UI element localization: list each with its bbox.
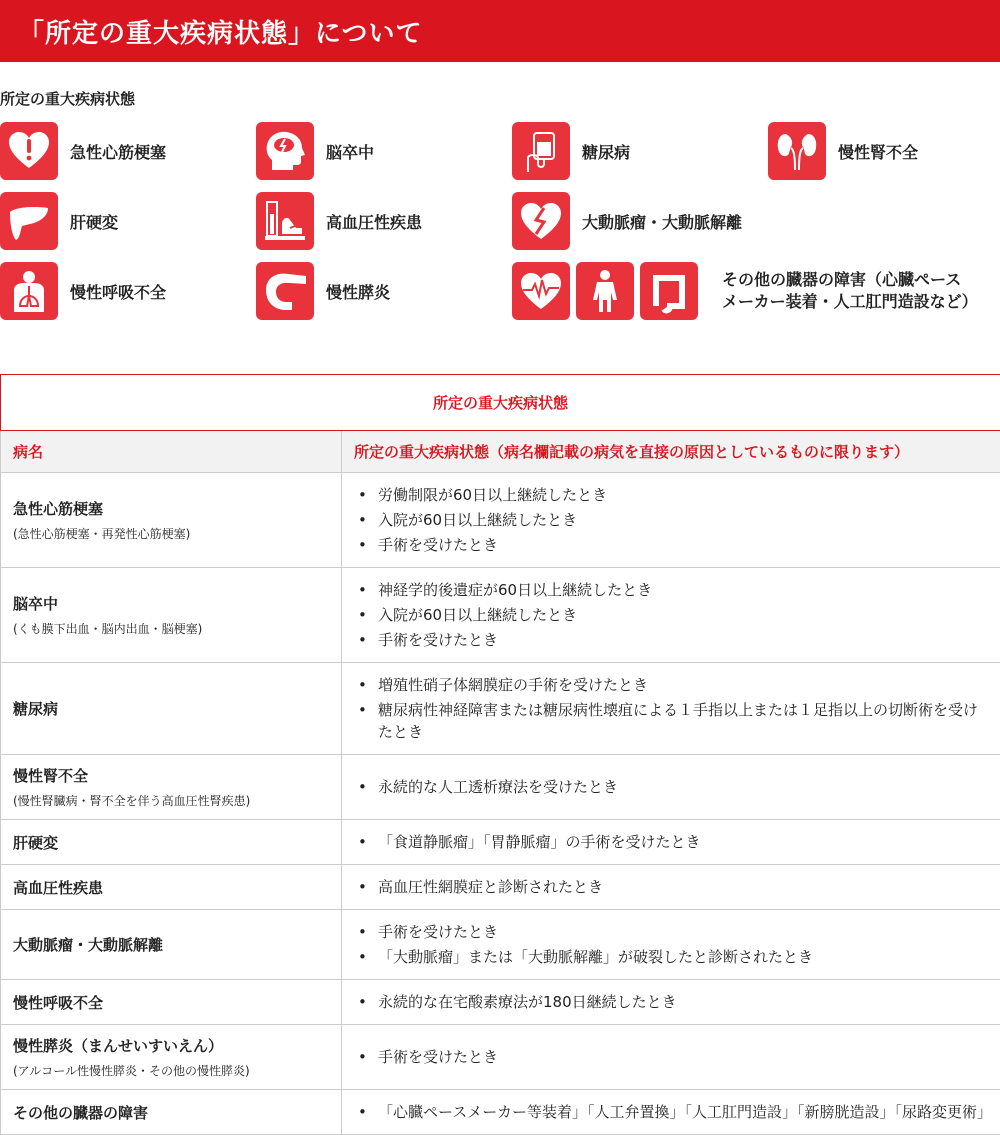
liver-icon	[0, 192, 58, 250]
disease-name: その他の臓器の障害	[13, 1104, 148, 1122]
condition-cell	[342, 473, 1000, 568]
grid-item-hypertensive	[256, 192, 422, 250]
condition-item: • 糖尿病性神経障害または糖尿病性壊疽による１手指以上または１足指以上の切断術を受けたとき	[354, 699, 988, 743]
disease-name-cell	[1, 473, 342, 568]
condition-list	[354, 831, 988, 853]
disease-subtypes: (慢性腎臓病・腎不全を伴う高血圧性腎疾患)	[13, 792, 329, 809]
condition-cell	[342, 820, 1000, 865]
grid-item-diabetes	[512, 122, 630, 180]
condition-list	[354, 776, 988, 798]
disease-name-cell	[1, 820, 342, 865]
condition-cell	[342, 865, 1000, 910]
table-row	[1, 1090, 1000, 1135]
condition-table	[0, 374, 1000, 1135]
table-row	[1, 663, 1000, 755]
disease-name-cell	[1, 1025, 342, 1090]
condition-cell	[342, 910, 1000, 980]
disease-name: 脳卒中	[13, 595, 58, 613]
disease-subtypes: (アルコール性慢性膵炎・その他の慢性膵炎)	[13, 1062, 329, 1079]
condition-list	[354, 484, 988, 556]
condition-item: • 労働制限が60日以上継続したとき	[354, 484, 988, 506]
disease-icon-grid	[0, 122, 1000, 354]
condition-item: • 入院が60日以上継続したとき	[354, 604, 988, 626]
grid-item-acute-mi	[0, 122, 166, 180]
grid-item-pancreatitis	[256, 262, 390, 320]
condition-item: • 永続的な在宅酸素療法が180日継続したとき	[354, 991, 988, 1013]
disease-name: 急性心筋梗塞	[13, 500, 103, 518]
disease-name: 慢性呼吸不全	[13, 994, 103, 1012]
page-title: 「所定の重大疾病状態」について	[18, 13, 422, 50]
disease-name: 高血圧性疾患	[13, 879, 103, 897]
disease-subtypes: (くも膜下出血・脳内出血・脳梗塞)	[13, 620, 329, 637]
table-row	[1, 865, 1000, 910]
heart-alert-icon	[0, 122, 58, 180]
brain-head-icon	[256, 122, 314, 180]
condition-item: • 手術を受けたとき	[354, 629, 988, 651]
condition-item: • 「心臓ペースメーカー等装着」「人工弁置換」「人工肛門造設」「新膀胱造設」「尿路変更術」	[354, 1101, 988, 1123]
grid-item-ckd	[768, 122, 918, 180]
table-header-row	[1, 431, 1000, 473]
blood-pressure-icon	[256, 192, 314, 250]
disease-name-cell	[1, 1090, 342, 1135]
condition-cell	[342, 568, 1000, 663]
condition-cell	[342, 663, 1000, 755]
disease-subtypes: (急性心筋梗塞・再発性心筋梗塞)	[13, 525, 329, 542]
condition-cell	[342, 1025, 1000, 1090]
grid-label: 糖尿病	[582, 140, 630, 163]
condition-list	[354, 674, 988, 743]
grid-label: 脳卒中	[326, 140, 374, 163]
grid-label: 急性心筋梗塞	[70, 140, 166, 163]
disease-name: 糖尿病	[13, 700, 58, 718]
condition-item: • 入院が60日以上継続したとき	[354, 509, 988, 531]
condition-cell	[342, 755, 1000, 820]
condition-item: • 手術を受けたとき	[354, 534, 988, 556]
section-subtitle: 所定の重大疾病状態	[0, 88, 1000, 110]
broken-heart-icon	[512, 192, 570, 250]
condition-item: • 「大動脈瘤」または「大動脈解離」が破裂したと診断されたとき	[354, 946, 988, 968]
table-row	[1, 755, 1000, 820]
disease-name: 肝硬変	[13, 834, 58, 852]
body-icon	[576, 262, 634, 320]
disease-name: 慢性腎不全	[13, 767, 88, 785]
disease-name-cell	[1, 663, 342, 755]
grid-label: 慢性呼吸不全	[70, 280, 166, 303]
grid-item-other	[512, 262, 978, 320]
disease-name: 慢性膵炎（まんせいすいえん）	[13, 1037, 223, 1055]
disease-name-cell	[1, 568, 342, 663]
condition-list	[354, 876, 988, 898]
grid-label: 大動脈瘤・大動脈解離	[582, 210, 742, 233]
table-caption: 所定の重大疾病状態	[1, 375, 1000, 431]
table-row	[1, 910, 1000, 980]
blood-bag-icon	[512, 122, 570, 180]
condition-list	[354, 1046, 988, 1068]
grid-label: 慢性腎不全	[838, 140, 918, 163]
grid-label: 肝硬変	[70, 210, 118, 233]
condition-item: • 「食道静脈瘤」「胃静脈瘤」の手術を受けたとき	[354, 831, 988, 853]
condition-item: • 増殖性硝子体網膜症の手術を受けたとき	[354, 674, 988, 696]
condition-item: • 手術を受けたとき	[354, 1046, 988, 1068]
grid-label-other	[722, 269, 978, 313]
heart-pulse-icon	[512, 262, 570, 320]
condition-cell	[342, 1090, 1000, 1135]
table-row	[1, 568, 1000, 663]
other-label-line2: メーカー装着・人工肛門造設など）	[722, 291, 978, 313]
intestine-icon	[640, 262, 698, 320]
condition-cell	[342, 980, 1000, 1025]
condition-list	[354, 579, 988, 651]
grid-item-respiratory	[0, 262, 166, 320]
column-header-name: 病名	[1, 431, 342, 473]
other-label-line1: その他の臓器の障害（心臓ペース	[722, 269, 978, 291]
table-row	[1, 980, 1000, 1025]
page-header	[0, 0, 1000, 62]
table-body	[1, 473, 1000, 1135]
disease-name-cell	[1, 865, 342, 910]
condition-list	[354, 1101, 988, 1123]
grid-label: 高血圧性疾患	[326, 210, 422, 233]
disease-name-cell	[1, 980, 342, 1025]
condition-item: • 高血圧性網膜症と診断されたとき	[354, 876, 988, 898]
pancreas-icon	[256, 262, 314, 320]
table-caption-row	[1, 375, 1000, 431]
lungs-icon	[0, 262, 58, 320]
grid-item-cirrhosis	[0, 192, 118, 250]
column-header-condition: 所定の重大疾病状態（病名欄記載の病気を直接の原因としているものに限ります）	[342, 431, 1000, 473]
table-row	[1, 473, 1000, 568]
condition-list	[354, 991, 988, 1013]
condition-item: • 神経学的後遺症が60日以上継続したとき	[354, 579, 988, 601]
disease-name-cell	[1, 755, 342, 820]
table-row	[1, 820, 1000, 865]
disease-name: 大動脈瘤・大動脈解離	[13, 936, 163, 954]
grid-item-stroke	[256, 122, 374, 180]
table-row	[1, 1025, 1000, 1090]
condition-item: • 手術を受けたとき	[354, 921, 988, 943]
condition-item: • 永続的な人工透析療法を受けたとき	[354, 776, 988, 798]
grid-label: 慢性膵炎	[326, 280, 390, 303]
disease-name-cell	[1, 910, 342, 980]
kidney-icon	[768, 122, 826, 180]
grid-item-aortic	[512, 192, 742, 250]
condition-list	[354, 921, 988, 968]
